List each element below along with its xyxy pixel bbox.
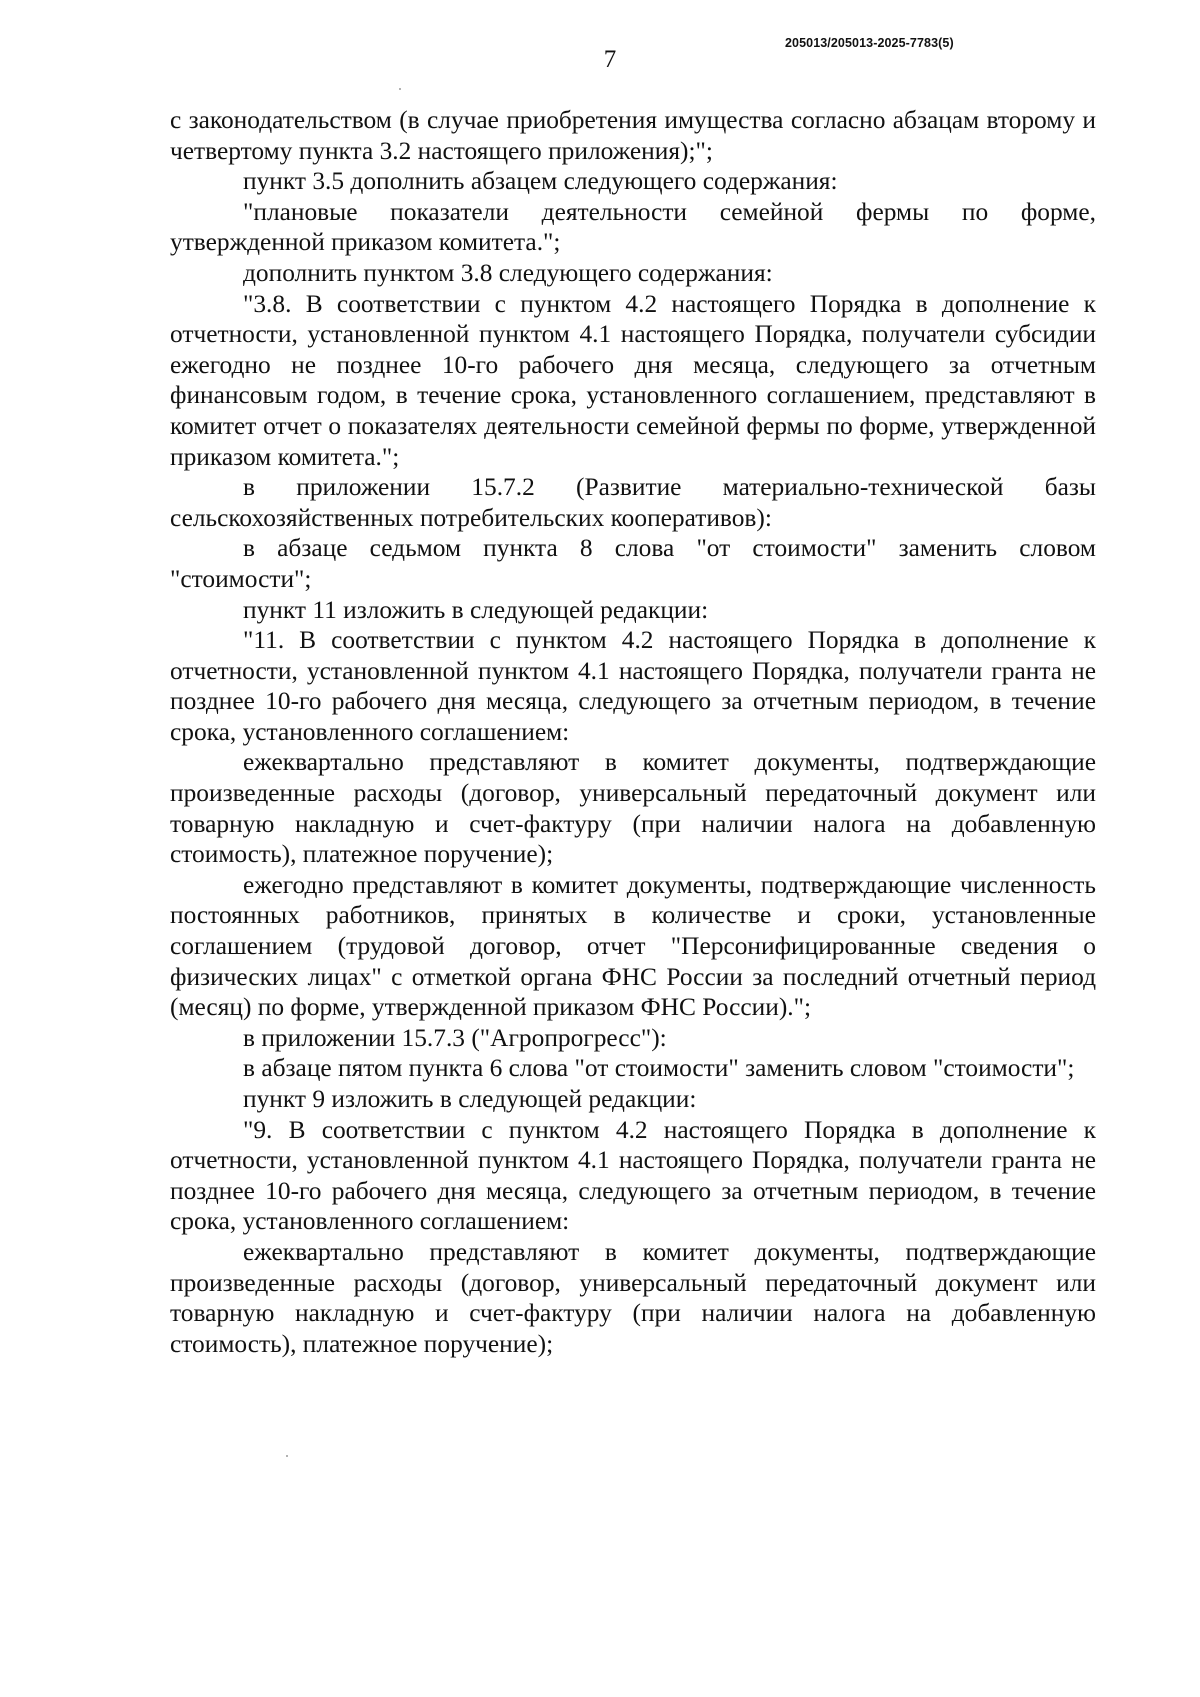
paragraph: в приложении 15.7.3 ("Агропрогресс"):: [243, 1023, 667, 1052]
paragraph: в приложении 15.7.2 (Развитие материально-технической базы сельскохозяйственных потребительских кооперативов):: [170, 473, 1096, 532]
paragraph: ежеквартально представляют в комитет документы, подтверждающие произведенные расходы (договор, универсальный передаточный документ или товарную накладную и счет-фактуру (при наличии налога на добавленную стоимость), платежное поручение);: [170, 1237, 1096, 1358]
page-number: 7: [603, 46, 617, 73]
paragraph: "9. В соответствии с пунктом 4.2 настоящего Порядка в дополнение к отчетности, установленной пунктом 4.1 настоящего Порядка, получатели гранта не позднее 10-го рабочего дня месяца, следующего за отчетным периодом, в течение срока, установленного соглашением:: [170, 1115, 1096, 1236]
paragraph: ежегодно представляют в комитет документы, подтверждающие численность постоянных работников, принятых в количестве и сроки, установленные соглашением (трудовой договор, отчет "Персонифицированные сведения о физических лицах" с отметкой органа ФНС России за последний отчетный период (месяц) по форме, утвержденной приказом ФНС России).";: [170, 870, 1096, 1022]
scan-speck: [286, 1455, 288, 1457]
document-body: [170, 105, 1096, 1359]
paragraph: пункт 3.5 дополнить абзацем следующего содержания:: [243, 167, 838, 196]
scan-speck: [399, 88, 401, 90]
paragraph: в абзаце седьмом пункта 8 слова "от стоимости" заменить словом "стоимости";: [170, 534, 1096, 593]
document-registration-number: 205013/205013-2025-7783(5): [785, 36, 954, 50]
paragraph: "11. В соответствии с пунктом 4.2 настоящего Порядка в дополнение к отчетности, установленной пунктом 4.1 настоящего Порядка, получатели гранта не позднее 10-го рабочего дня месяца, следующего за отчетным периодом, в течение срока, установленного соглашением:: [170, 626, 1096, 746]
paragraph: дополнить пунктом 3.8 следующего содержания:: [243, 258, 773, 287]
paragraph: в абзаце пятом пункта 6 слова "от стоимости" заменить словом "стоимости";: [243, 1054, 1075, 1083]
paragraph: "3.8. В соответствии с пунктом 4.2 настоящего Порядка в дополнение к отчетности, установленной пунктом 4.1 настоящего Порядка, получатели субсидии ежегодно не позднее 10-го рабочего дня месяца, следующего за отчетным финансовым годом, в течение срока, установленного соглашением, представляют в комитет отчет о показателях деятельности семейной фермы по форме, утвержденной приказом комитета.";: [170, 289, 1096, 471]
paragraph: пункт 11 изложить в следующей редакции:: [243, 595, 709, 624]
paragraph: "плановые показатели деятельности семейной фермы по форме, утвержденной приказом комитета.";: [170, 197, 1096, 257]
paragraph: пункт 9 изложить в следующей редакции:: [243, 1085, 697, 1113]
paragraph: с законодательством (в случае приобретения имущества согласно абзацам второму и четвертому пункта 3.2 настоящего приложения);";: [170, 106, 1096, 165]
paragraph: ежеквартально представляют в комитет документы, подтверждающие произведенные расходы (договор, универсальный передаточный документ или товарную накладную и счет-фактуру (при наличии налога на добавленную стоимость), платежное поручение);: [170, 748, 1096, 869]
